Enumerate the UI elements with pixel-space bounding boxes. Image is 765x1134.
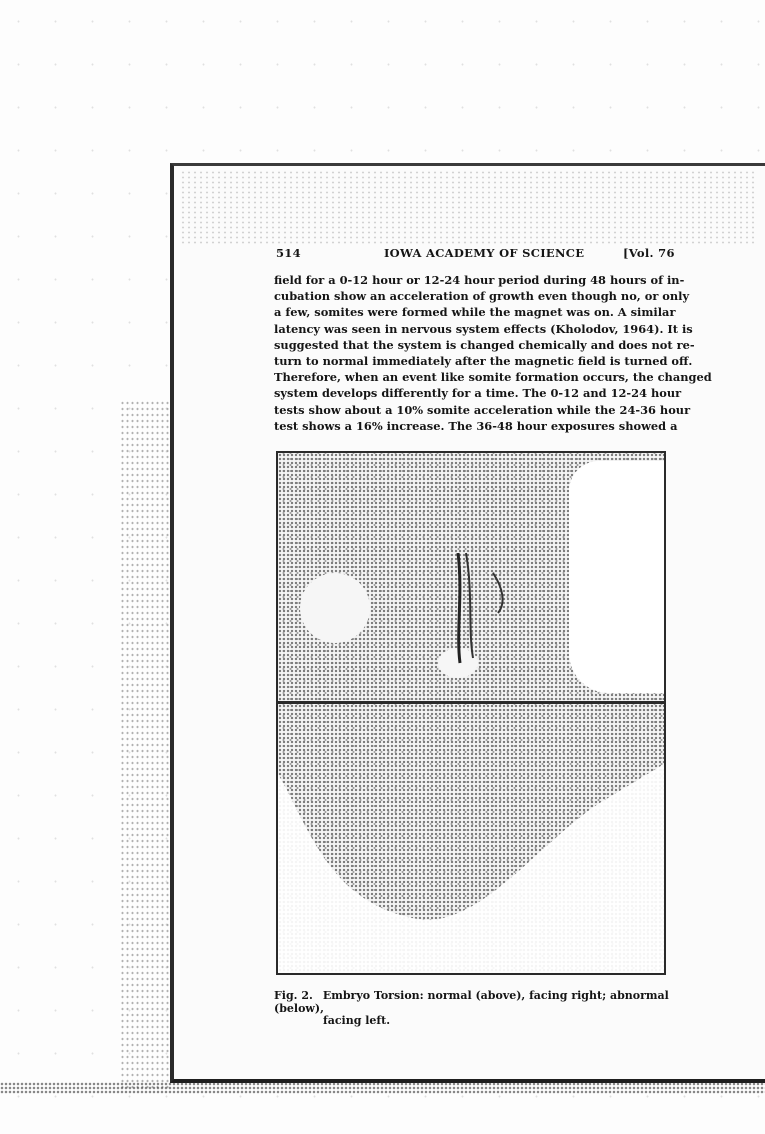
- body-line: suggested that the system is changed chemically and does not re-: [274, 337, 695, 352]
- body-line: Therefore, when an event like somite formation occurs, the changed: [274, 370, 712, 385]
- body-line: tests show about a 10% somite acceleration while the 24-36 hour: [274, 402, 691, 417]
- body-line: turn to normal immediately after the magnetic field is turned off.: [274, 354, 693, 369]
- figure-label: Fig. 2.: [274, 989, 313, 1002]
- scan-noise-top: [180, 170, 755, 245]
- embryo-figure: [276, 451, 666, 975]
- caption-text-line2: facing left.: [323, 1014, 391, 1027]
- embryo-outline-normal: [278, 453, 664, 701]
- scan-edge-bottom: [0, 1082, 765, 1094]
- body-line: a few, somites were formed while the magnet was on. A similar: [274, 305, 676, 320]
- body-line: field for a 0-12 hour or 12-24 hour period during 48 hours of in-: [274, 273, 685, 287]
- caption-text-line1: Embryo Torsion: normal (above), facing right; abnormal (below),: [274, 989, 669, 1015]
- photo-light-background: [278, 704, 664, 973]
- book-spine-shadow: [120, 400, 170, 1090]
- body-line: system develops differently for a time. The 0-12 and 12-24 hour: [274, 386, 682, 401]
- figure-caption: [274, 990, 684, 1028]
- page-number: 514: [276, 246, 301, 260]
- journal-title: IOWA ACADEMY OF SCIENCE: [384, 246, 585, 260]
- body-line: latency was seen in nervous system effects (Kholodov, 1964). It is: [274, 321, 693, 336]
- volume-label: [Vol. 76: [623, 246, 675, 260]
- body-paragraph: [274, 272, 712, 434]
- embryo-photo-abnormal: [278, 704, 664, 973]
- body-line: cubation show an acceleration of growth even though no, or only: [274, 289, 690, 304]
- embryo-photo-normal: [278, 453, 664, 704]
- body-line: test shows a 16% increase. The 36-48 hour exposures showed a: [274, 418, 678, 433]
